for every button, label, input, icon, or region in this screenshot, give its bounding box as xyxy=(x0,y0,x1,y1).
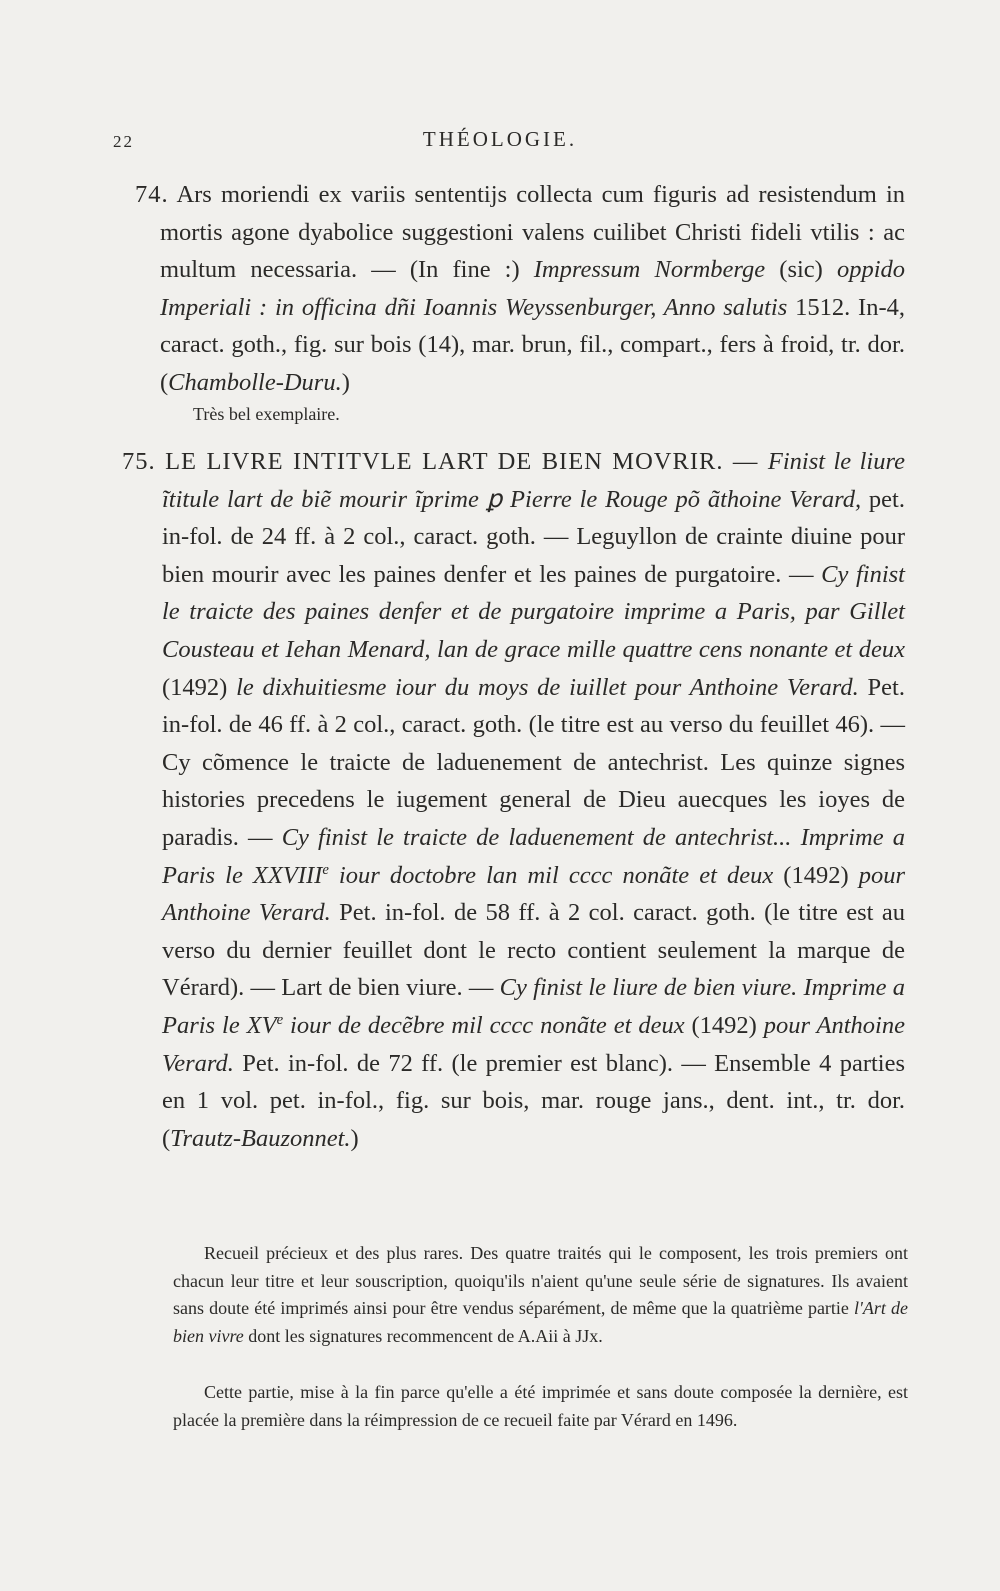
entry-text: (sic) xyxy=(765,256,837,284)
entry-74-note: Très bel exemplaire. xyxy=(193,404,340,424)
entry-text: ) xyxy=(350,1124,359,1152)
entry-text: (1492) xyxy=(773,861,859,889)
entry-italic: Cy finist le traicte de laduenement de antechrist... Imprime a Paris le XXVIII xyxy=(162,823,905,889)
entry-text: 1512. In-4, caract. goth., fig. sur bois (14), mar. brun, fil., compart., fers à froid, tr. dor. ( xyxy=(160,293,905,396)
entry-title: LE LIVRE INTITVLE LART DE BIEN MOVRIR. — xyxy=(155,448,768,475)
entry-text: Pet. in-fol. de 72 ff. (le premier est blanc). — Ensemble 4 parties en 1 vol. pet. in-fol., fig. sur bois, mar. rouge jans., dent. int., tr. dor. ( xyxy=(162,1049,905,1152)
entry-italic: iour de decẽbre mil cccc nonãte et deux xyxy=(283,1011,685,1039)
note-italic: l'Art de bien vivre xyxy=(173,1298,909,1346)
entry-75-note-1 xyxy=(173,1240,908,1350)
entry-text: pet. in-fol. de 24 ff. à 2 col., caract. goth. — Leguyllon de crainte diuine pour bien mourir avec les paines denfer et les paines de purgatoire. — xyxy=(162,485,905,588)
entry-text: (1492) xyxy=(684,1011,764,1039)
binder-name: Chambolle-Duru. xyxy=(168,368,342,396)
entry-italic: oppido Imperiali : in officina dñi Ioannis Weyssenburger, Anno salutis xyxy=(160,256,905,321)
entry-italic: Cy finist le traicte des paines denfer et de purgatoire imprime a Paris, par Gillet Cousteau et Iehan Menard, lan de grace mille quattre cens nonante et deux xyxy=(162,560,905,663)
running-head: THÉOLOGIE. xyxy=(422,127,578,151)
binder-name: Trautz-Bauzonnet. xyxy=(170,1124,351,1152)
note-text: dont les signatures recommencent de A.Aii à JJx. xyxy=(243,1325,603,1346)
entry-text: Ars moriendi ex variis sententijs collecta cum figuris ad resistendum in mortis agone dyabolice suggestioni valens cuilibet Christi fideli vtilis : ac multum necessaria. — (In fine :) xyxy=(160,181,905,284)
entry-number: 75. xyxy=(122,448,156,475)
entry-74 xyxy=(135,176,905,402)
entry-number: 74. xyxy=(135,181,169,208)
entry-italic: iour doctobre lan mil cccc nonãte et deux xyxy=(328,861,774,889)
entry-italic: pour Anthoine Verard. xyxy=(162,1011,905,1077)
entry-text: ) xyxy=(341,368,350,396)
entry-75-note-2: Cette partie, mise à la fin parce qu'elle a été imprimée et sans doute composée la dernière, est placée la première dans la réimpression de ce recueil faite par Vérard en 1496. xyxy=(173,1382,908,1430)
page-number: 22 xyxy=(113,132,134,151)
entry-italic: le dixhuitiesme iour du moys de iuillet pour Anthoine Verard. xyxy=(236,673,859,701)
entry-italic: Impressum Normberge xyxy=(533,256,766,284)
entry-italic: pour Anthoine Verard. xyxy=(162,861,905,927)
entry-italic: Finist le liure ĩtitule lart de biẽ mourir ĩprime ꝑ Pierre le Rouge põ ãthoine Verard, xyxy=(162,448,905,513)
entry-75 xyxy=(122,443,905,1157)
entry-text: (1492) xyxy=(162,673,237,701)
entry-text: Pet. in-fol. de 58 ff. à 2 col. caract. goth. (le titre est au verso du dernier feuillet dont le recto contient seulement la marque de Vérard). — Lart de bien viure. — xyxy=(162,899,905,1002)
note-text: Recueil précieux et des plus rares. Des quatre traités qui le composent, les trois premiers ont chacun leur titre et leur souscription, quoiqu'ils n'aient qu'une seule série de signatures. Ils avaient sans doute été imprimés ainsi pour être vendus séparément, de même que la quatrième partie xyxy=(173,1243,908,1318)
entry-text: Pet. in-fol. de 46 ff. à 2 col., caract. goth. (le titre est au verso du feuillet 46). — Cy cõmence le traicte de laduenement de antechrist. Les quinze signes histories precedens le iugement general de Dieu auecques les ioyes de paradis. — xyxy=(162,673,905,851)
superscript: e xyxy=(276,1011,284,1028)
entry-italic: Cy finist le liure de bien viure. Imprime a Paris le XV xyxy=(162,974,905,1039)
superscript: e xyxy=(322,861,329,878)
